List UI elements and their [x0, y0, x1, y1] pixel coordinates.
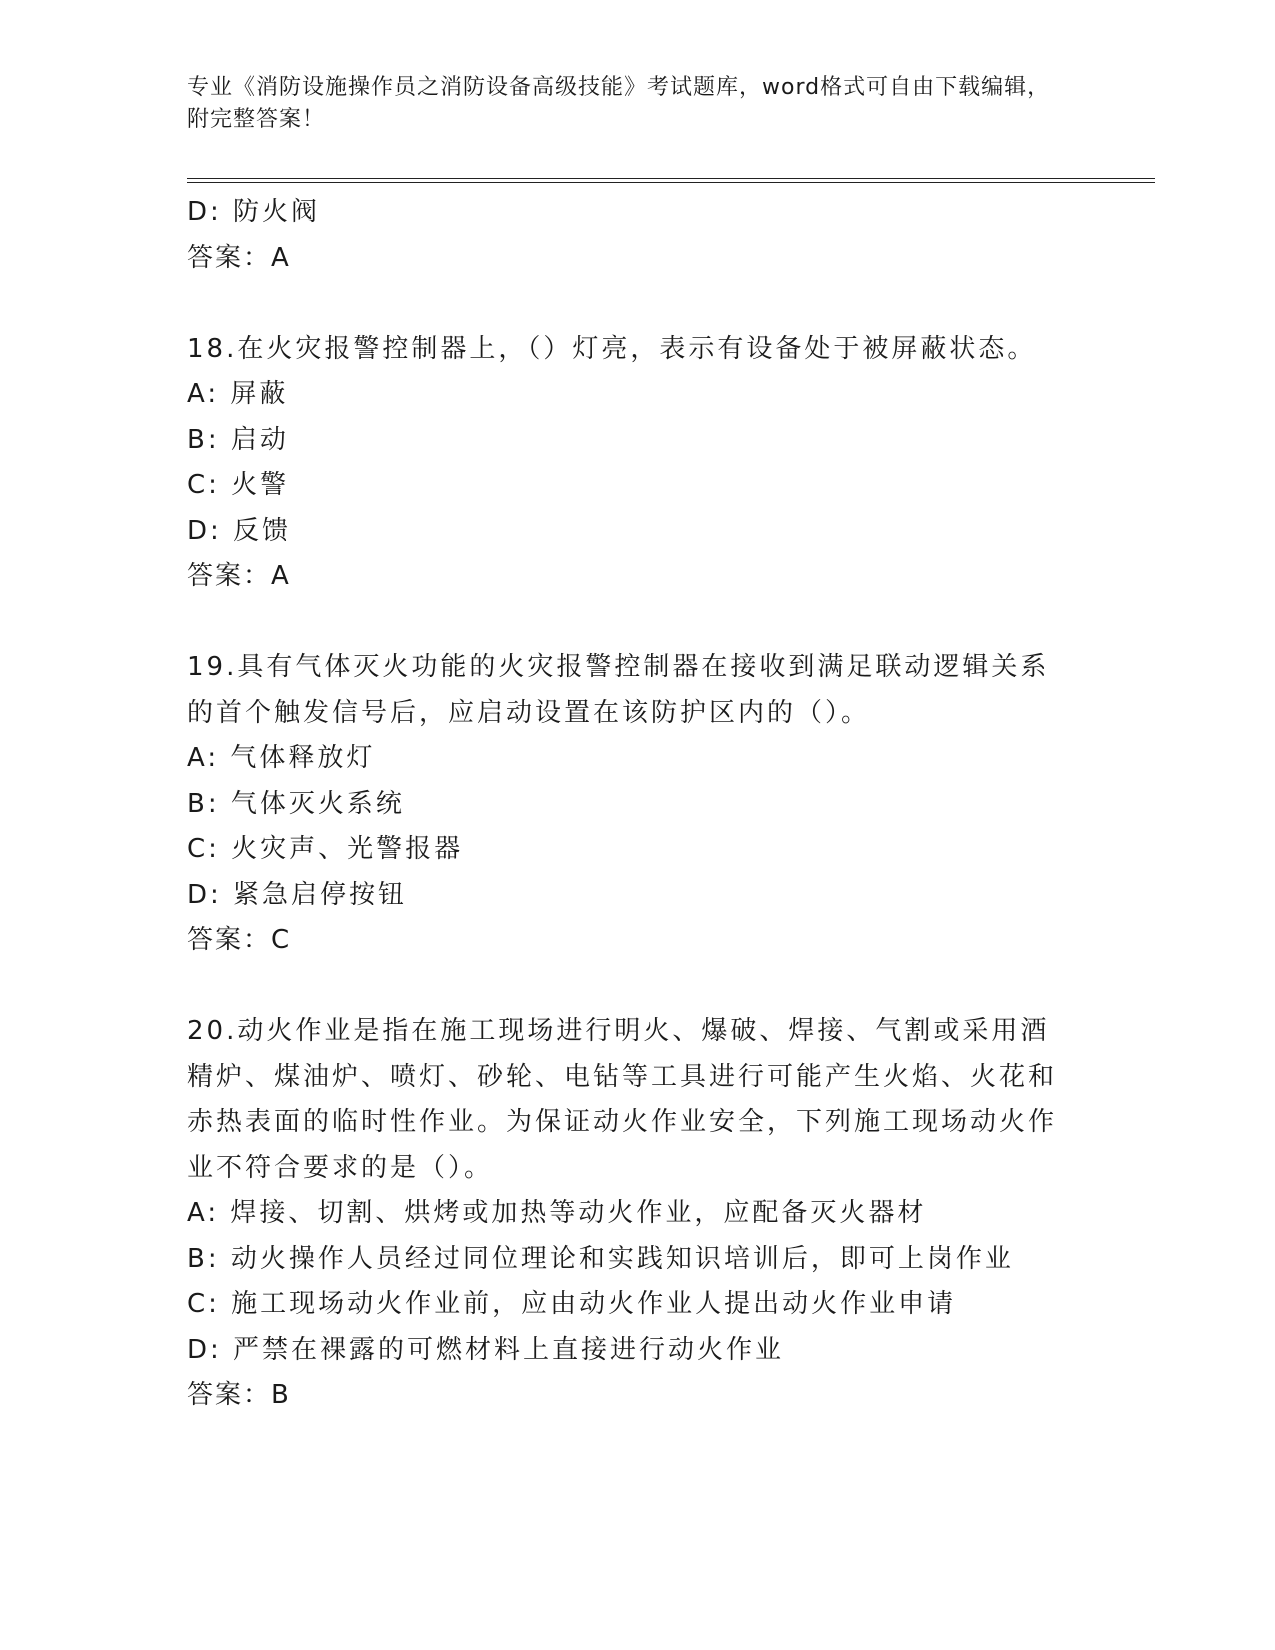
- header-rule: [187, 178, 1155, 179]
- option-d: D: 严禁在裸露的可燃材料上直接进行动火作业: [187, 1334, 785, 1365]
- option-b: B: 气体灭火系统: [187, 788, 405, 819]
- answer: 答案：B: [187, 1380, 291, 1410]
- option-c: C: 火警: [187, 470, 290, 500]
- answer: 答案：A: [187, 561, 291, 591]
- answer: 答案：C: [187, 925, 292, 955]
- question-stem: 19.具有气体灭火功能的火灾报警控制器在接收到满足联动逻辑关系的首个触发信号后，应启动设置在该防护区内的（）。: [187, 652, 1050, 728]
- question-stem: 20.动火作业是指在施工现场进行明火、爆破、焊接、气割或采用酒精炉、煤油炉、喷灯、砂轮、电钻等工具进行可能产生火焰、火花和赤热表面的临时性作业。为保证动火作业安全，下列施工现场动火作业不符合要求的是（）。: [187, 1016, 1058, 1183]
- question-20: [187, 1009, 1087, 1419]
- question-stem: 18.在火灾报警控制器上，（）灯亮，表示有设备处于被屏蔽状态。: [187, 333, 1037, 364]
- document-body: [187, 190, 1087, 1419]
- option-d: D: 紧急启停按钮: [187, 879, 408, 910]
- option-b: B: 动火操作人员经过同位理论和实践知识培训后，即可上岗作业: [187, 1243, 1014, 1274]
- spacer: [187, 600, 1087, 646]
- question-19: [187, 645, 1087, 964]
- option-a: A: 气体释放灯: [187, 743, 376, 773]
- question-18: [187, 327, 1087, 600]
- option-d: D: 反馈: [187, 515, 292, 546]
- option-d: D: 防火阀: [187, 197, 321, 227]
- option-b: B: 启动: [187, 424, 289, 455]
- option-a: A: 焊接、切割、烘烤或加热等动火作业，应配备灭火器材: [187, 1198, 927, 1228]
- option-a: A: 屏蔽: [187, 379, 289, 409]
- answer: 答案：A: [187, 242, 291, 273]
- option-c: C: 火灾声、光警报器: [187, 834, 464, 864]
- document-header: 专业《消防设施操作员之消防设备高级技能》考试题库，word格式可自由下载编辑，附完整答案！: [187, 75, 1051, 132]
- spacer: [187, 964, 1087, 1010]
- option-c: C: 施工现场动火作业前，应由动火作业人提出动火作业申请: [187, 1289, 957, 1319]
- header-rule: [187, 182, 1155, 183]
- spacer: [187, 281, 1087, 327]
